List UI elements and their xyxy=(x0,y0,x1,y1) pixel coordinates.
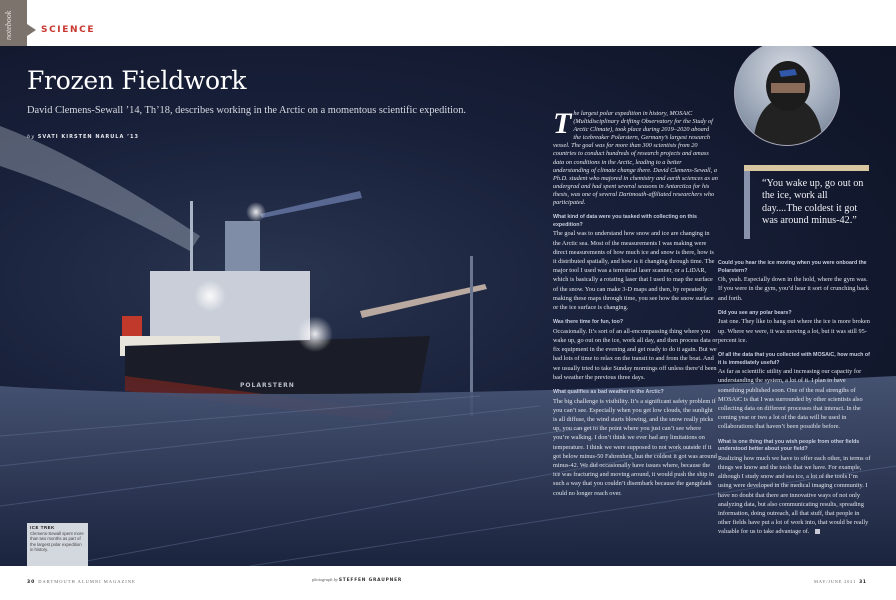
notebook-tab xyxy=(0,0,27,46)
author-portrait xyxy=(734,46,840,146)
byline xyxy=(27,134,139,140)
issue-date: MAY/JUNE 2021 xyxy=(814,579,857,584)
footer-left xyxy=(27,579,136,585)
photo-caption xyxy=(27,523,88,566)
right-page-number: 31 xyxy=(859,580,867,585)
notebook-label: notebook xyxy=(4,10,13,40)
magazine-name: DARTMOUTH ALUMNI MAGAZINE xyxy=(38,579,136,584)
intro-paragraph: The largest polar expedition in history, MOSAiC (Multidisciplinary drifting Observatory for the Study of Arctic Climate), took place during 2019–2020 aboard the icebreaker Polarstern, Germany’s largest research vessel. The goal was for more than 300 scientists from 20 countries to conduct hundreds of research projects and amass data on conditions in the Arctic, leading to a better understanding of climate change there. David Clemens-Sewall, a Ph.D. student who majored in chemistry and earth sciences as an undergrad and had spent several seasons in Antarctica for his thesis, was one of several Dartmouth-affiliated researchers who participated. xyxy=(553,107,718,207)
question: What is one thing that you wish people from other fields understood better about your field? xyxy=(718,438,860,453)
answer: As far as scientific utility and increasing our capacity for understanding the system, a lot of it. I plan to have something published soon. One of the real strengths of MOSAiC is that I was surrounded by other scientists also collecting data on different processes that interact. In the coming year or two a lot of the data will be used in collaborations that haven’t been possible before. xyxy=(718,368,863,431)
section-label: SCIENCE xyxy=(41,25,96,35)
answer: Occasionally. It’s sort of an all-encompassing thing where you wake up, go out on the ice, work all day, and then process data or fix equipment in the evening and get ready to do it again. But we had lots of time to relax on the transit to and from the boat. And we usually tried to take Sunday mornings off unless there’d been bad weather the previous three days. xyxy=(553,327,718,381)
photo-credit: photograph by STEFFEN GRAUPNER xyxy=(312,577,403,583)
question: What qualifies as bad weather in the Arctic? xyxy=(553,388,664,395)
steam-plume xyxy=(0,126,200,251)
question: Did you see any polar bears? xyxy=(718,309,792,316)
answer: Realizing how much we have to offer each other, in terms of things we know and the tools that we have. For example, although I study snow and sea ice, a lot of the tools I’m using were developed in the medical imaging community. I have no doubt that there are innovative ways of not only analyzing data, but also communicating results, spreading information, doing outreach, all that stuff, that people in other fields have put a lot of work into, that would be really valuable for us to take advantage of. xyxy=(718,454,871,536)
pull-quote-text: “You wake up, go out on the ice, work all day....The coldest it got was around minus-42.” xyxy=(762,178,864,226)
answer: Just one. They like to hang out where the ice is more broken up. Where we were, it was moving a lot, but it was still 95-percent ice. xyxy=(718,318,870,344)
tab-arrow-icon xyxy=(27,24,36,36)
left-page-number: 30 xyxy=(27,580,36,585)
question: Could you hear the ice moving when you were onboard the Polarstern? xyxy=(718,260,867,274)
byline-author: SVATI KIRSTEN NARULA ’13 xyxy=(37,134,139,140)
end-mark-icon xyxy=(815,529,820,534)
article-dek: David Clemens-Sewall ’14, Th’18, describes working in the Arctic on a momentous scientific expedition. xyxy=(27,105,467,116)
article-column-1 xyxy=(553,107,718,498)
searchlight-beam xyxy=(260,191,362,218)
pull-quote-top-bar xyxy=(744,165,869,171)
pull-quote-side-bar xyxy=(744,171,750,239)
answer: The goal was to understand how snow and ice are changing in the Arctic sea. Most of the measurements I was making were direct measurements of how much ice and snow is there, how is it distributed spatially, and how is it changing through time. The major tool I used was a terrestrial laser scanner, or a LiDAR, which is basically a rotating laser that I used to map the surface of the snow. You can make 3-D maps and then, by repeatedly making these maps through time, you see how the snow surface or the ice surface is changing. xyxy=(553,230,715,311)
ship-mast xyxy=(190,201,193,281)
byline-prefix: by xyxy=(27,134,36,140)
drop-cap: T xyxy=(553,107,572,140)
question: Was there time for fun, too? xyxy=(553,319,624,326)
footer-right xyxy=(814,579,867,585)
header-band xyxy=(0,0,896,46)
article-title: Frozen Fieldwork xyxy=(27,66,247,95)
article-column-2 xyxy=(718,260,871,537)
question: Of all the data that you collected with MOSAiC, how much of it is immediately useful? xyxy=(718,352,870,366)
answer: Oh, yeah. Especially down in the hold, where the gym was. If you were in the gym, you’d hear it sort of crunching back and forth. xyxy=(718,276,869,302)
ship-boom xyxy=(360,284,487,318)
caption-text: Clemens-Sewall spent more than two months as part of the largest polar expedition in history. xyxy=(30,530,84,553)
caption-title: ICE TREK xyxy=(30,525,55,530)
question: What kind of data were you tasked with collecting on this expedition? xyxy=(553,214,697,228)
pull-quote xyxy=(744,165,869,243)
answer: The big challenge is visibility. It’s a significant safety problem if you can’t see. Especially when you get low clouds, the sunlight is all diffuse, the wind starts blowing, and the snow really picks up, you can get to the point where you just can’t see where you’re walking. I don’t think we ever had any limitations on temperature. I think we were supposed to not work outside if it got below minus-50 Fahrenheit, but the coldest it got was around minus-42. We did occasionally have issues where, because the ice was fracturing and moving around, it would push the ship in such a way that you couldn’t disembark because the gangplank could no longer reach over. xyxy=(553,397,717,497)
ship-name-lettering: POLARSTERN xyxy=(240,382,295,389)
